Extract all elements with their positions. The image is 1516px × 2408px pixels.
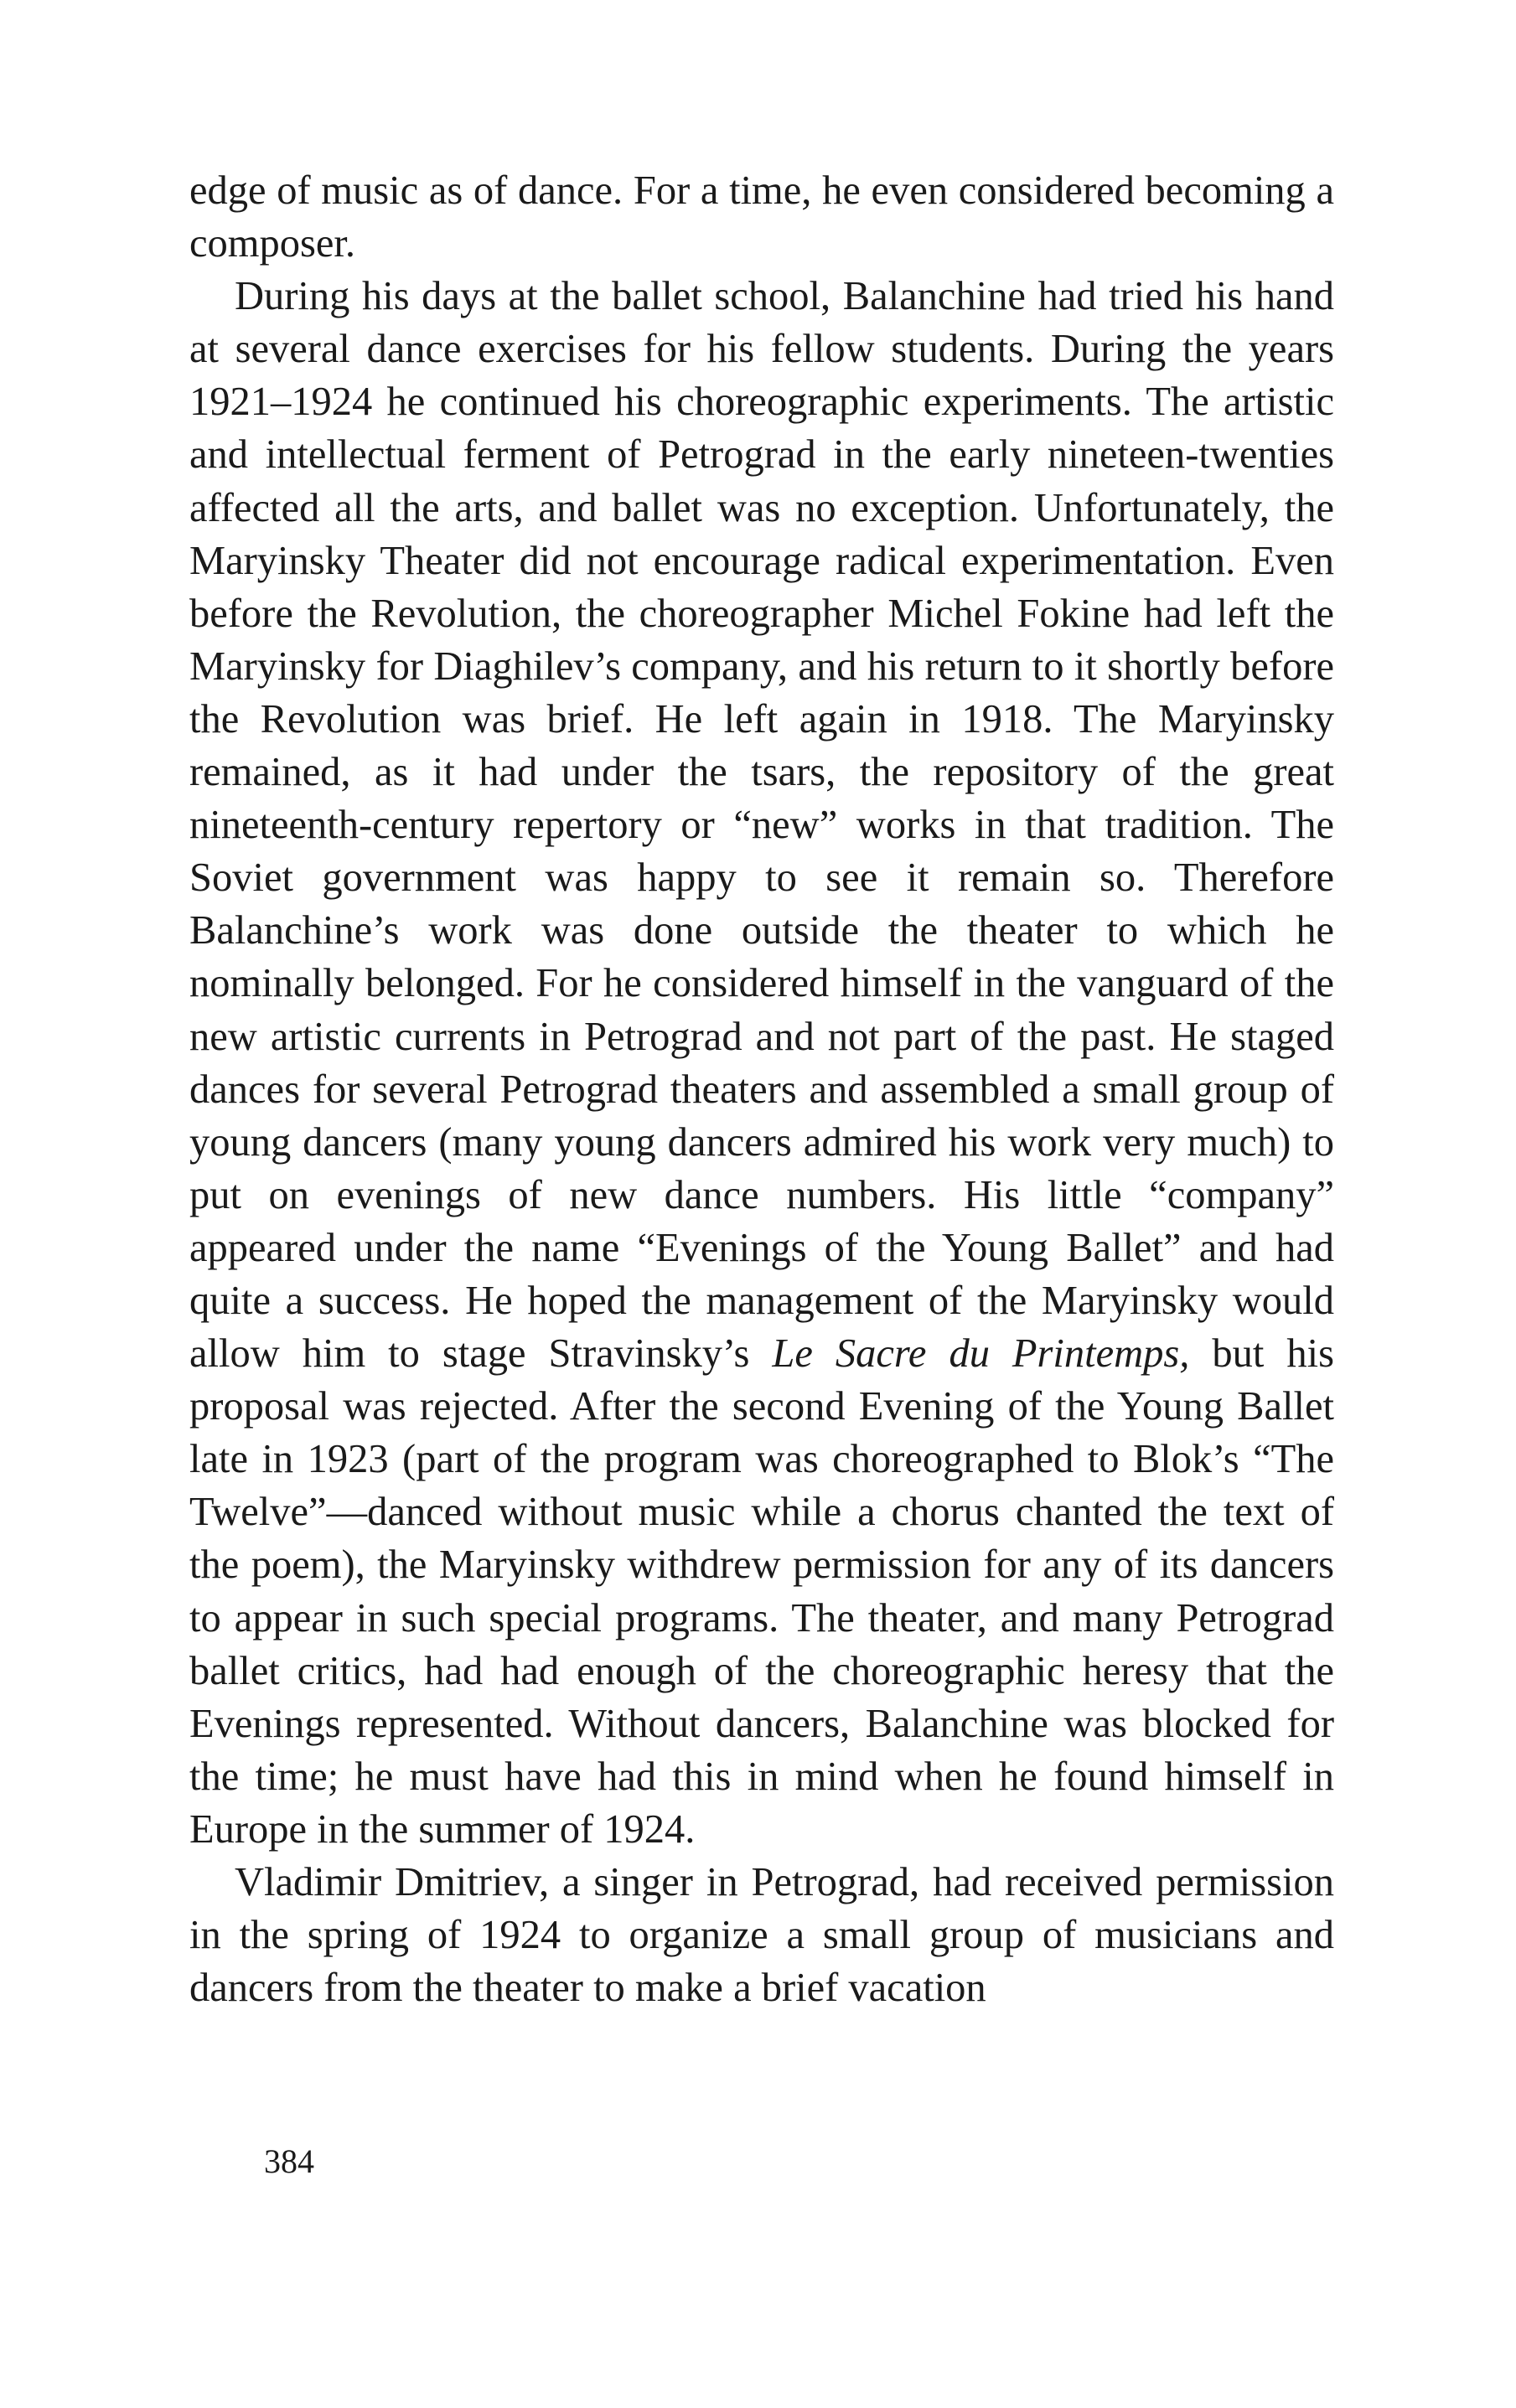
body-text xyxy=(189,164,1334,2014)
paragraph-2-text-after-title: but his proposal was rejected. After the second Evening of the Young Ballet late in 1923 (part of the program was choreographed to Blok’s “The Twelve”—danced without music while a chorus chanted the text of the poem), the Maryinsky withdrew permission for any of its dancers to appear in such special programs. The theater, and many Petrograd ballet critics, had had enough of the choreographic heresy that the Evenings represented. Without dancers, Balanchine was blocked for the time; he must have had this in mind when he found himself in Europe in the summer of 1924. xyxy=(189,1331,1334,1852)
ballet-title-italic: Le Sacre du Printemps, xyxy=(772,1331,1190,1377)
paragraph-2 xyxy=(189,270,1334,1856)
page-number: 384 xyxy=(264,2142,314,2180)
paragraph-1: edge of music as of dance. For a time, he even considered becoming a composer. xyxy=(189,168,1334,266)
paragraph-2-text-before-title: During his days at the ballet school, Balanchine had tried his hand at several dance exercises for his fellow students. During the years 1921–1924 he continued his choreographic experiments. The artistic and intellectual ferment of Petrograd in the early nineteen-twenties affected all the arts, and ballet was no exception. Unfortunately, the Maryinsky Theater did not encourage radical experimentation. Even before the Revolution, the choreographer Michel Fokine had left the Maryinsky for Diaghilev’s company, and his return to it shortly before the Revolution was brief. He left again in 1918. The Maryinsky remained, as it had under the tsars, the repository of the great nineteenth-century repertory or “new” works in that tradition. The Soviet government was happy to see it remain so. Therefore Balanchine’s work was done outside the theater to which he nominally belonged. For he considered himself in the vanguard of the new artistic currents in Petrograd and not part of the past. He staged dances for several Petrograd theaters and assembled a small group of young dancers (many young dancers admired his work very much) to put on evenings of new dance numbers. His little “company” appeared under the name “Evenings of the Young Ballet” and had quite a success. He hoped the management of the Maryinsky would allow him to stage Stravinsky’s xyxy=(189,274,1334,1377)
paragraph-3: Vladimir Dmitriev, a singer in Petrograd, had received permission in the spring of 1924 to organize a small group of musicians and dancers from the theater to make a brief vacation xyxy=(189,1860,1334,2011)
